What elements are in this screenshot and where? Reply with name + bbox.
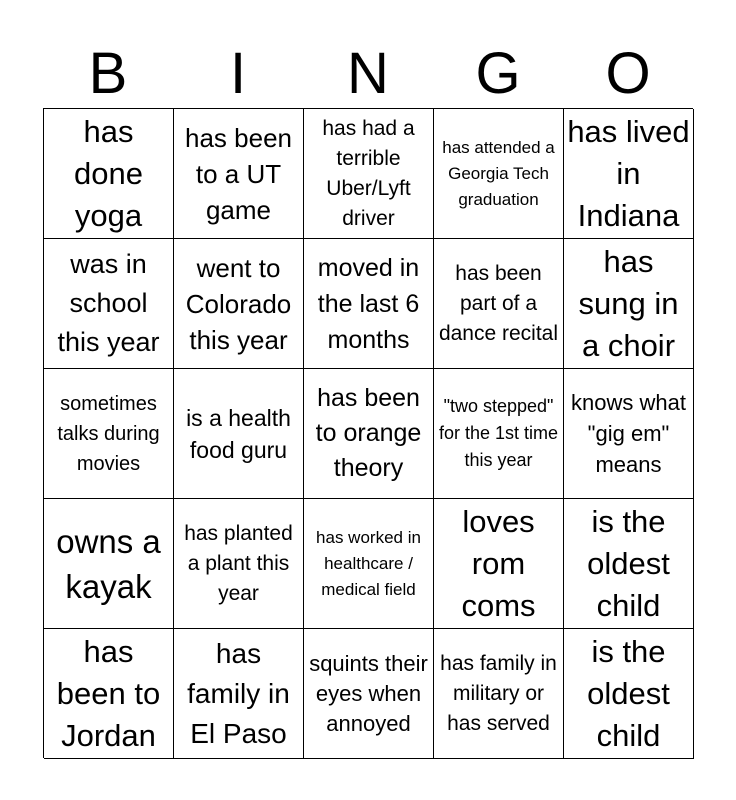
bingo-cell[interactable] (174, 499, 304, 629)
cell-text: has had a terrible Uber/Lyft driver (322, 116, 415, 230)
header-letter-g: G (475, 41, 521, 106)
cell-text: knows what "gig em" means (571, 390, 686, 477)
bingo-cell[interactable] (304, 629, 434, 759)
bingo-cell[interactable] (304, 369, 434, 499)
bingo-header (43, 40, 693, 108)
cell-text: has been to a UT game (185, 122, 292, 225)
bingo-cell[interactable] (174, 239, 304, 369)
bingo-cell[interactable] (434, 499, 564, 629)
header-letter-o: O (605, 41, 651, 106)
cell-text: has been to orange theory (315, 384, 422, 482)
bingo-cell[interactable] (174, 369, 304, 499)
cell-text: loves rom coms (461, 503, 536, 623)
bingo-cell[interactable] (434, 109, 564, 239)
bingo-cell[interactable] (434, 239, 564, 369)
cell-text: is the oldest child (587, 633, 670, 753)
bingo-cell[interactable] (434, 369, 564, 499)
cell-text: has been to Jordan (56, 633, 161, 753)
bingo-cell[interactable] (564, 239, 694, 369)
cell-text: squints their eyes when annoyed (309, 650, 428, 736)
bingo-cell[interactable] (304, 109, 434, 239)
cell-text: has planted a plant this year (184, 521, 293, 605)
bingo-cell[interactable] (174, 629, 304, 759)
cell-text: was in school this year (57, 249, 160, 357)
cell-text: has lived in Indiana (567, 113, 690, 233)
cell-text: has been part of a dance recital (438, 261, 559, 345)
bingo-cell[interactable] (44, 239, 174, 369)
header-letter-i: I (229, 41, 247, 106)
cell-text: went to Colorado this year (185, 252, 292, 355)
cell-text: "two stepped" for the 1st time this year (438, 396, 559, 470)
bingo-cell[interactable] (564, 629, 694, 759)
cell-text: owns a kayak (56, 522, 161, 605)
cell-text: is a health food guru (186, 404, 291, 463)
bingo-cell[interactable] (564, 109, 694, 239)
bingo-cell[interactable] (44, 629, 174, 759)
cell-text: has family in military or has served (440, 651, 557, 735)
cell-text: has attended a Georgia Tech graduation (442, 137, 555, 209)
bingo-cell[interactable] (44, 369, 174, 499)
cell-text: has done yoga (74, 113, 143, 233)
header-letter-b: B (88, 41, 128, 106)
cell-text: has sung in a choir (578, 243, 679, 363)
bingo-cell[interactable] (564, 369, 694, 499)
bingo-cell[interactable] (304, 499, 434, 629)
bingo-cell[interactable] (434, 629, 564, 759)
bingo-cell[interactable] (304, 239, 434, 369)
bingo-cell[interactable] (44, 499, 174, 629)
header-letter-n: N (347, 41, 389, 106)
cell-text: has family in El Paso (187, 637, 290, 749)
bingo-cell[interactable] (174, 109, 304, 239)
cell-text: moved in the last 6 months (317, 253, 420, 354)
cell-text: sometimes talks during movies (57, 392, 160, 475)
bingo-board (43, 108, 693, 758)
bingo-cell[interactable] (44, 109, 174, 239)
cell-text: has worked in healthcare / medical field (316, 527, 421, 599)
bingo-cell[interactable] (564, 499, 694, 629)
cell-text: is the oldest child (587, 503, 670, 623)
